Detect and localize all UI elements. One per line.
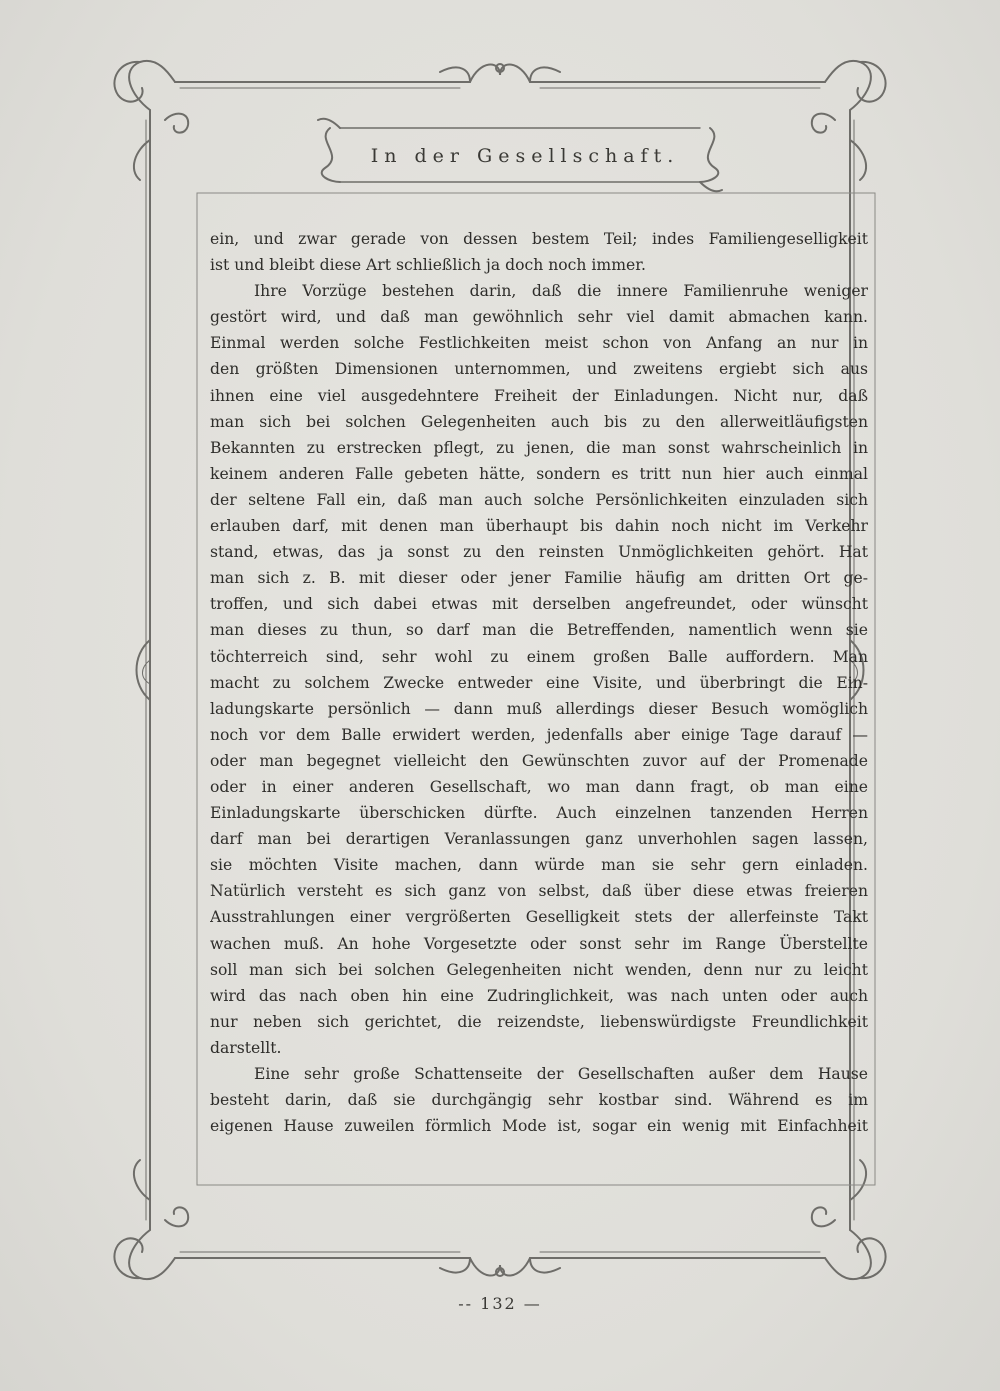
body-text (210, 226, 868, 1139)
text-line: man sich bei solchen Gelegenheiten auch bis zu den allerweitläufigsten (210, 412, 868, 431)
text-line: macht zu solchem Zwecke entweder eine Visite, und überbringt die Ein- (210, 673, 868, 692)
text-line: Einmal werden solche Festlichkeiten meist schon von Anfang an nur in (210, 334, 868, 353)
text-line: oder man begegnet vielleicht den Gewünschten zuvor auf der Promenade (210, 751, 868, 770)
text-line: Ausstrahlungen einer vergrößerten Geselligkeit stets der allerfeinste Takt (210, 908, 868, 927)
text-line: eigenen Hause zuweilen förmlich Mode ist, sogar ein wenig mit Einfachheit (210, 1117, 868, 1136)
text-line: gestört wird, und daß man gewöhnlich sehr viel damit abmachen kann. (210, 308, 868, 327)
text-line: den größten Dimensionen unternommen, und zweitens ergiebt sich aus (210, 360, 868, 379)
text-line: darstellt. (210, 1038, 282, 1057)
text-line: soll man sich bei solchen Gelegenheiten nicht wenden, denn nur zu leicht (210, 960, 868, 979)
text-line: nur neben sich gerichtet, die reizendste, liebenswürdigste Freundlichkeit (210, 1012, 868, 1031)
text-line: Natürlich versteht es sich ganz von selbst, daß über diese etwas freieren (210, 882, 868, 901)
text-line: Bekannten zu erstrecken pflegt, zu jenen, die man sonst wahrscheinlich in (210, 438, 868, 457)
top-right-corner-ornament (812, 61, 886, 180)
text-line: töchterreich sind, sehr wohl zu einem großen Balle auffordern. Man (210, 647, 868, 666)
text-line: oder in einer anderen Gesellschaft, wo man dann fragt, ob man eine (210, 777, 868, 796)
text-line: ist und bleibt diese Art schließlich ja doch noch immer. (210, 256, 646, 275)
text-line: erlauben darf, mit denen man überhaupt bis dahin noch nicht im Verkehr (210, 517, 868, 536)
running-head: In der Gesellschaft. (370, 145, 680, 167)
text-line: sie möchten Visite machen, dann würde man sie sehr gern einladen. (210, 856, 868, 875)
text-line: Einladungskarte überschicken dürfte. Auch einzelnen tanzenden Herren (210, 804, 868, 823)
text-line: keinem anderen Falle gebeten hätte, sondern es tritt nun hier auch einmal (210, 464, 868, 483)
text-line: man sich z. B. mit dieser oder jener Familie häufig am dritten Ort ge- (210, 569, 868, 588)
text-line: Ihre Vorzüge bestehen darin, daß die innere Familienruhe weniger (254, 282, 868, 301)
text-line: wird das nach oben hin eine Zudringlichkeit, was nach unten oder auch (210, 986, 868, 1005)
text-line: ladungskarte persönlich — dann muß allerdings dieser Besuch womöglich (210, 699, 868, 718)
top-center-flourish (470, 65, 530, 82)
text-line: darf man bei derartigen Veranlassungen ganz unverhohlen sagen lassen, (210, 830, 868, 849)
bottom-center-flourish (470, 1258, 530, 1275)
text-line: Eine sehr große Schattenseite der Gesellschaften außer dem Hause (254, 1065, 868, 1083)
text-line: ein, und zwar gerade von dessen bestem Teil; indes Familiengeselligkeit (210, 230, 868, 248)
page-number: -- 132 — (458, 1294, 542, 1313)
text-line: noch vor dem Balle erwidert werden, jedenfalls aber einige Tage darauf — (210, 725, 868, 744)
text-line: man dieses zu thun, so darf man die Betreffenden, namentlich wenn sie (210, 621, 868, 640)
text-line: stand, etwas, das ja sonst zu den reinsten Unmöglichkeiten gehört. Hat (210, 543, 868, 562)
text-line: wachen muß. An hohe Vorgesetzte oder sonst sehr im Range Überstellte (210, 934, 868, 953)
text-line: besteht darin, daß sie durchgängig sehr kostbar sind. Während es im (210, 1091, 868, 1110)
bottom-left-corner-ornament (114, 1160, 188, 1279)
text-line: troffen, und sich dabei etwas mit derselben angefreundet, oder wünscht (210, 595, 868, 614)
top-left-corner-ornament (114, 61, 188, 180)
text-line: ihnen eine viel ausgedehntere Freiheit der Einladungen. Nicht nur, daß (210, 386, 868, 405)
text-line: der seltene Fall ein, daß man auch solche Persönlichkeiten einzuladen sich (210, 490, 868, 509)
